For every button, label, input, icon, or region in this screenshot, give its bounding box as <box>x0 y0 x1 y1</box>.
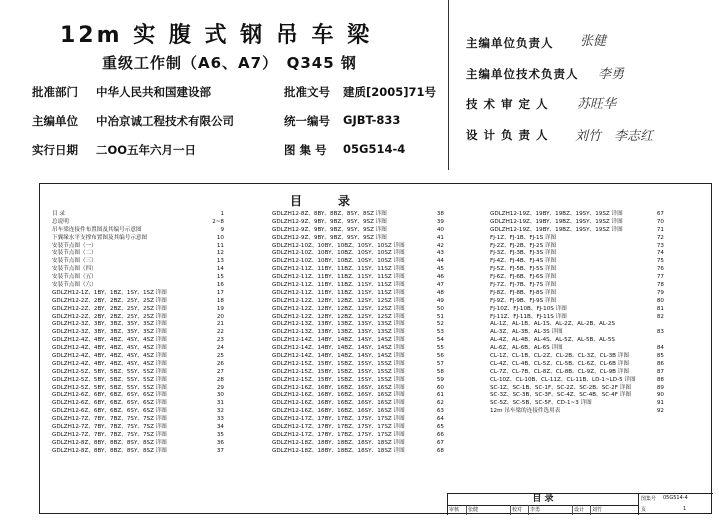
toc-entry-title: GDLZH12-6Z、6BY、6BZ、6SY、6SZ 详图 <box>52 400 167 407</box>
toc-entry <box>490 369 664 377</box>
toc-entry-title: CL-4Z、CL-4B、CL-5Z、CL-5B、CL-6Z、CL-6B 详图 <box>490 360 629 367</box>
toc-entry-page: 11 <box>216 242 224 249</box>
toc-entry <box>272 227 444 235</box>
toc-entry-page: 86 <box>656 360 664 367</box>
toc-entry <box>490 266 664 274</box>
toc-entry-title: GDLZH12-8Z、8BY、8BZ、8SY、8SZ 详图 <box>52 439 167 446</box>
toc-entry-page: 32 <box>216 408 224 415</box>
toc-entry-page: 10 <box>216 234 224 241</box>
toc-entry-page: 28 <box>216 376 224 383</box>
toc-entry <box>272 369 444 377</box>
toc-entry-page: 72 <box>656 234 664 241</box>
info-value-editor: 中冶京诚工程技术有限公司 <box>96 114 234 128</box>
toc-entry <box>272 274 444 282</box>
toc-entry-title: GDLZH12-14Z、14BY、14BZ、14SY、14SZ 详图 <box>272 337 405 344</box>
toc-entry-page: 55 <box>436 345 444 352</box>
toc-entry-page: 30 <box>216 392 224 399</box>
toc-entry-title: CL-1Z、CL-1B、CL-2Z、CL-2B、CL-3Z、CL-3B 详图 <box>490 353 629 360</box>
header-divider <box>448 0 449 170</box>
info-label-editor: 主编单位 <box>32 114 78 128</box>
tb-atlas-value: 05G514-4 <box>663 495 688 501</box>
toc-entry-title: AL-4Z、AL-4B、AL-4S、AL-5Z、AL-5B、AL-5S <box>490 337 615 344</box>
toc-entry <box>52 432 224 440</box>
tb-page-value: 1 <box>683 506 687 512</box>
toc-entry-title: GDLZH12-9Z、9BY、9BZ、9SY、9SZ 详图 <box>272 234 387 241</box>
toc-entry-page: 73 <box>656 242 664 249</box>
toc-entry-title: GDLZH12-8Z、8BY、8BZ、8SY、8SZ 详图 <box>52 447 167 454</box>
toc-entry-title: GDLZH12-12Z、12BY、12BZ、12SY、12SZ 详图 <box>272 313 405 320</box>
toc-entry-title: GDLZH12-7Z、7BY、7BZ、7SY、7SZ 详图 <box>52 424 167 431</box>
toc-entry <box>272 337 444 345</box>
toc-entry-title: GDLZH12-12Z、12BY、12BZ、12SY、12SZ 详图 <box>272 305 405 312</box>
toc-entry <box>272 361 444 369</box>
toc-entry-title: FJ-2Z、FJ-2B、FJ-2S 详图 <box>490 242 557 249</box>
toc-entry <box>52 361 224 369</box>
toc-entry-title: SC-5Z、SC-5B、SC-5F、CD-1~3 详图 <box>490 400 592 407</box>
toc-entry <box>490 408 664 416</box>
toc-entry-page: 1 <box>220 211 224 217</box>
toc-entry-title: AL-6Z、AL-6B、AL-6S 详图 <box>490 345 563 352</box>
toc-entry-title: GDLZH12-11Z、11BY、11BZ、11SY、11SZ 详图 <box>272 289 405 296</box>
toc-entry-title: GDLZH12-15Z、15BY、15BZ、15SY、15SZ 详图 <box>272 368 405 375</box>
toc-entry <box>272 282 444 290</box>
toc-entry-page: 43 <box>436 250 444 257</box>
toc-entry-page: 91 <box>656 400 664 407</box>
toc-entry-page: 18 <box>216 297 224 304</box>
toc-entry-page: 81 <box>656 305 664 312</box>
toc-entry-title: 安装节点图（一） <box>52 242 97 249</box>
toc-entry-page: 34 <box>216 424 224 431</box>
info-label-approval-dept: 批准部门 <box>32 85 78 99</box>
toc-entry-page: 19 <box>216 305 224 312</box>
toc-entry <box>272 408 444 416</box>
toc-entry-page: 88 <box>656 376 664 383</box>
tb-cell-design-name: 刘竹 <box>590 505 638 515</box>
toc-entry-title: GDLZH12-13Z、13BY、13BZ、13SY、13SZ 详图 <box>272 321 405 328</box>
toc-entry-page: 67 <box>436 439 444 446</box>
info-label-approval-no: 批准文号 <box>284 85 330 99</box>
toc-entry-title: AL-3Z、AL-3B、AL-3S 详图 <box>490 329 563 336</box>
toc-entry-page: 56 <box>436 353 444 360</box>
toc-entry-page: 49 <box>436 297 444 304</box>
toc-entry <box>272 306 444 314</box>
toc-entry-title: 安装节点图（四） <box>52 266 97 273</box>
toc-entry-page: 84 <box>656 345 664 352</box>
toc-entry-title: FJ-10Z、FJ-10B、FJ-10S 详图 <box>490 305 567 312</box>
toc-entry <box>272 345 444 353</box>
toc-entry-page: 77 <box>656 274 664 281</box>
toc-entry <box>52 337 224 345</box>
toc-entry <box>272 298 444 306</box>
toc-entry <box>490 353 664 361</box>
toc-entry-title: GDLZH12-10Z、10BY、10BZ、10SY、10SZ 详图 <box>272 242 405 249</box>
toc-entry <box>490 345 664 353</box>
toc-entry-title: GDLZH12-9Z、9BY、9BZ、9SY、9SZ 详图 <box>272 218 387 225</box>
toc-entry <box>52 211 224 219</box>
toc-entry-title: 目 录 <box>52 211 65 217</box>
toc-entry <box>52 266 224 274</box>
toc-entry-title: FJ-9Z、FJ-9B、FJ-9S 详图 <box>490 297 557 304</box>
toc-entry-title: FJ-6Z、FJ-6B、FJ-6S 详图 <box>490 274 557 281</box>
toc-entry-title: GDLZH12-16Z、16BY、16BZ、16SY、16SZ 详图 <box>272 384 405 391</box>
toc-entry-page: 40 <box>436 226 444 233</box>
toc-entry-page: 87 <box>656 368 664 375</box>
toc-entry <box>490 361 664 369</box>
toc-entry-page: 50 <box>436 305 444 312</box>
toc-entry <box>52 440 224 448</box>
info-label-date: 实行日期 <box>32 143 78 157</box>
page-title: 12m 实 腹 式 钢 吊 车 梁 <box>60 23 373 48</box>
toc-entry <box>272 432 444 440</box>
toc-entry-title: 总说明 <box>52 218 69 225</box>
resp-label-chief: 主编单位负责人 <box>466 36 554 50</box>
toc-entry <box>52 235 224 243</box>
info-value-approval-no: 建质[2005]71号 <box>343 85 437 99</box>
signature-tech-chief: 李勇 <box>598 67 625 82</box>
toc-entry <box>490 306 664 314</box>
toc-entry-title: GDLZH12-6Z、6BY、6BZ、6SY、6SZ 详图 <box>52 392 167 399</box>
toc-entry <box>52 290 224 298</box>
toc-entry-title: GDLZH12-19Z、19BY、19BZ、19SY、19SZ 详图 <box>490 218 623 225</box>
toc-entry-page: 26 <box>216 360 224 367</box>
toc-column-3 <box>490 211 664 416</box>
toc-entry-page: 42 <box>436 242 444 249</box>
toc-entry-page: 89 <box>656 384 664 391</box>
toc-entry-page: 48 <box>436 289 444 296</box>
toc-entry-page: 15 <box>216 274 224 281</box>
toc-entry-page: 63 <box>436 408 444 415</box>
toc-entry-title: GDLZH12-4Z、4BY、4BZ、4SY、4SZ 详图 <box>52 337 167 344</box>
tb-cell-review-label: 审核 <box>449 507 460 513</box>
toc-entry <box>52 448 224 456</box>
toc-entry <box>52 424 224 432</box>
toc-entry <box>52 345 224 353</box>
info-label-atlas-no: 图 集 号 <box>284 143 327 157</box>
toc-title: 目 录 <box>290 194 355 208</box>
toc-entry-page: 44 <box>436 258 444 265</box>
toc-entry-title: 安装节点图（五） <box>52 274 97 281</box>
toc-entry-title: GDLZH12-11Z、11BY、11BZ、11SY、11SZ 详图 <box>272 266 405 273</box>
toc-entry-page: 83 <box>656 329 664 336</box>
toc-entry-page: 24 <box>216 345 224 352</box>
toc-entry-page: 47 <box>436 282 444 289</box>
toc-entry-title: CL-7Z、CL-7B、CL-8Z、CL-8B、CL-9Z、CL-9B 详图 <box>490 368 629 375</box>
tb-cell-design-label: 设计 <box>572 505 590 515</box>
toc-entry-page: 75 <box>656 258 664 265</box>
toc-entry <box>52 219 224 227</box>
info-value-atlas-no: 05G514-4 <box>343 142 406 156</box>
toc-entry <box>272 440 444 448</box>
toc-entry-title: GDLZH12-16Z、16BY、16BZ、16SY、16SZ 详图 <box>272 392 405 399</box>
toc-entry-title: 吊车梁连接件布置图及其编号示意图 <box>52 226 142 233</box>
toc-entry-title: GDLZH12-14Z、14BY、14BZ、14SY、14SZ 详图 <box>272 345 405 352</box>
toc-entry <box>52 298 224 306</box>
toc-entry-title: GDLZH12-11Z、11BY、11BZ、11SY、11SZ 详图 <box>272 274 405 281</box>
toc-entry <box>52 353 224 361</box>
toc-entry <box>52 306 224 314</box>
toc-column-2 <box>272 211 444 456</box>
toc-entry-title: FJ-7Z、FJ-7B、FJ-7S 详图 <box>490 282 557 289</box>
toc-entry <box>490 282 664 290</box>
toc-entry-page: 31 <box>216 400 224 407</box>
tb-cell-check-label: 校对 <box>510 505 528 515</box>
toc-entry-page: 85 <box>656 353 664 360</box>
toc-entry-page: 27 <box>216 368 224 375</box>
title-block-right <box>638 494 714 515</box>
toc-entry-page: 9 <box>220 226 224 233</box>
toc-entry-title: GDLZH12-8Z、8BY、8BZ、8SY、8SZ 详图 <box>272 211 387 217</box>
toc-entry-title: FJ-3Z、FJ-3B、FJ-3S 详图 <box>490 250 557 257</box>
toc-entry-page: 35 <box>216 431 224 438</box>
toc-entry-page: 66 <box>436 431 444 438</box>
toc-entry <box>272 219 444 227</box>
toc-entry-page: 52 <box>436 321 444 328</box>
toc-entry-page: 29 <box>216 384 224 391</box>
toc-entry <box>272 290 444 298</box>
toc-entry-page: 38 <box>436 211 444 217</box>
toc-entry-title: FJ-8Z、FJ-8B、FJ-8S 详图 <box>490 289 557 296</box>
toc-entry <box>272 448 444 456</box>
toc-entry-title: GDLZH12-4Z、4BY、4BZ、4SY、4SZ 详图 <box>52 353 167 360</box>
info-value-unified-no: GJBT-833 <box>343 113 401 127</box>
toc-entry <box>272 211 444 219</box>
toc-entry-page: 21 <box>216 321 224 328</box>
toc-entry-title: GDLZH12-17Z、17BY、17BZ、17SY、17SZ 详图 <box>272 416 405 423</box>
toc-entry-page: 57 <box>436 360 444 367</box>
toc-entry-title: SC-1Z、SC-1B、SC-1F、SC-2Z、SC-2B、SC-2F 详图 <box>490 384 631 391</box>
signature-chief: 张健 <box>580 34 607 49</box>
toc-entry-title: FJ-4Z、FJ-4B、FJ-4S 详图 <box>490 258 557 265</box>
toc-entry-page: 90 <box>656 392 664 399</box>
toc-column-1 <box>52 211 224 456</box>
toc-entry <box>490 337 664 345</box>
signature-designer: 刘竹 李志红 <box>575 129 654 144</box>
toc-entry-page: 80 <box>656 297 664 304</box>
info-value-approval-dept: 中华人民共和国建设部 <box>96 85 211 99</box>
resp-label-designer: 设 计 负 责 人 <box>466 128 549 142</box>
toc-entry-title: GDLZH12-10Z、10BY、10BZ、10SY、10SZ 详图 <box>272 258 405 265</box>
toc-entry-page: 33 <box>216 416 224 423</box>
toc-entry-page: 39 <box>436 218 444 225</box>
toc-entry <box>490 211 664 219</box>
toc-entry-page: 23 <box>216 337 224 344</box>
toc-entry-page: 22 <box>216 329 224 336</box>
toc-entry-title: GDLZH12-16Z、16BY、16BZ、16SY、16SZ 详图 <box>272 400 405 407</box>
toc-entry-page: 78 <box>656 282 664 289</box>
toc-entry-title: GDLZH12-15Z、15BY、15BZ、15SY、15SZ 详图 <box>272 376 405 383</box>
toc-entry-page: 41 <box>436 234 444 241</box>
info-label-unified-no: 统一编号 <box>284 114 330 128</box>
toc-entry-page: 45 <box>436 266 444 273</box>
toc-entry-title: GDLZH12-3Z、3BY、3BZ、3SY、3SZ 详图 <box>52 321 167 328</box>
toc-entry-title: GDLZH12-17Z、17BY、17BZ、17SY、17SZ 详图 <box>272 431 405 438</box>
toc-entry-title: GDLZH12-4Z、4BY、4BZ、4SY、4SZ 详图 <box>52 360 167 367</box>
toc-entry-title: GDLZH12-4Z、4BY、4BZ、4SY、4SZ 详图 <box>52 345 167 352</box>
toc-entry <box>272 377 444 385</box>
toc-entry-page: 54 <box>436 337 444 344</box>
toc-entry-page: 12 <box>216 250 224 257</box>
toc-entry <box>52 274 224 282</box>
toc-entry-title: GDLZH12-10Z、10BY、10BZ、10SY、10SZ 详图 <box>272 250 405 257</box>
toc-entry-title: SC-3Z、SC-3B、SC-3F、SC-4Z、SC-4B、SC-4F 详图 <box>490 392 631 399</box>
toc-entry <box>490 298 664 306</box>
toc-entry-page: 13 <box>216 258 224 265</box>
toc-entry <box>272 353 444 361</box>
toc-entry-page: 16 <box>216 282 224 289</box>
toc-entry <box>490 314 664 322</box>
toc-entry-title: GDLZH12-7Z、7BY、7BZ、7SY、7SZ 详图 <box>52 431 167 438</box>
toc-entry-page: 14 <box>216 266 224 273</box>
toc-entry-page: 67 <box>656 211 664 217</box>
toc-entry-title: GDLZH12-5Z、5BY、5BZ、5SY、5SZ 详图 <box>52 384 167 391</box>
toc-entry-page: 20 <box>216 313 224 320</box>
toc-entry-page: 61 <box>436 392 444 399</box>
toc-entry-title: GDLZH12-15Z、15BY、15BZ、15SY、15SZ 详图 <box>272 360 405 367</box>
toc-entry <box>490 219 664 227</box>
toc-entry-title: GDLZH12-5Z、5BY、5BZ、5SY、5SZ 详图 <box>52 376 167 383</box>
toc-entry <box>272 416 444 424</box>
toc-entry-page: 2~8 <box>212 218 224 225</box>
toc-entry-title: GDLZH12-17Z、17BY、17BZ、17SY、17SZ 详图 <box>272 424 405 431</box>
toc-entry-title: GDLZH12-14Z、14BY、14BZ、14SY、14SZ 详图 <box>272 353 405 360</box>
toc-entry <box>52 282 224 290</box>
toc-entry-title: GDLZH12-19Z、19BY、19BZ、19SY、19SZ 详图 <box>490 211 623 217</box>
toc-entry <box>52 377 224 385</box>
toc-entry-title: 安装节点图（二） <box>52 250 97 257</box>
toc-entry-page: 46 <box>436 274 444 281</box>
toc-entry <box>272 266 444 274</box>
title-block <box>447 493 713 515</box>
toc-entry <box>490 235 664 243</box>
signature-reviewer: 苏旺华 <box>577 97 617 112</box>
toc-entry-page: 58 <box>436 368 444 375</box>
toc-entry-page: 64 <box>436 416 444 423</box>
toc-entry-title: GDLZH12-18Z、18BY、18BZ、18SY、18SZ 详图 <box>272 447 405 454</box>
tb-page-label: 页 <box>641 507 647 513</box>
tb-atlas-label: 图集号 <box>641 496 657 502</box>
toc-entry-title: GDLZH12-12Z、12BY、12BZ、12SY、12SZ 详图 <box>272 297 405 304</box>
toc-entry-title: GDLZH12-18Z、18BY、18BZ、18SY、18SZ 详图 <box>272 439 405 446</box>
toc-entry <box>272 235 444 243</box>
toc-entry-title: CL-10Z、CL-10B、CL-11Z、CL-11B、LD-1~LD-5 详图 <box>490 376 636 383</box>
toc-entry-title: 安装节点图（三） <box>52 258 97 265</box>
toc-entry-page: 36 <box>216 439 224 446</box>
resp-label-tech-chief: 主编单位技术负责人 <box>466 67 579 81</box>
toc-entry-page: 65 <box>436 424 444 431</box>
toc-entry-page: 79 <box>656 289 664 296</box>
toc-entry <box>52 227 224 235</box>
toc-entry-title: GDLZH12-7Z、7BY、7BZ、7SY、7SZ 详图 <box>52 416 167 423</box>
toc-entry-title: GDLZH12-11Z、11BY、11BZ、11SY、11SZ 详图 <box>272 282 405 289</box>
page-subtitle: 重级工作制（A6、A7） Q345 钢 <box>102 54 357 72</box>
toc-entry-title: GDLZH12-3Z、3BY、3BZ、3SY、3SZ 详图 <box>52 329 167 336</box>
toc-entry-page: 82 <box>656 313 664 320</box>
toc-entry-page: 59 <box>436 376 444 383</box>
toc-entry-title: AL-1Z、AL-1B、AL-1S、AL-2Z、AL-2B、AL-2S <box>490 321 615 328</box>
toc-entry-title: GDLZH12-1Z、1BY、1BZ、1SY、1SZ 详图 <box>52 289 167 296</box>
toc-entry-title: GDLZH12-13Z、13BY、13BZ、13SY、13SZ 详图 <box>272 329 405 336</box>
toc-entry <box>52 416 224 424</box>
toc-entry-title: GDLZH12-9Z、9BY、9BZ、9SY、9SZ 详图 <box>272 226 387 233</box>
toc-entry-title: GDLZH12-6Z、6BY、6BZ、6SY、6SZ 详图 <box>52 408 167 415</box>
toc-entry <box>490 274 664 282</box>
toc-entry-title: FJ-5Z、FJ-5B、FJ-5S 详图 <box>490 266 557 273</box>
toc-entry-page: 17 <box>216 289 224 296</box>
toc-entry <box>490 227 664 235</box>
toc-entry-page: 68 <box>436 447 444 454</box>
toc-entry-title: 12m 吊车梁的连接件选用表 <box>490 408 561 415</box>
toc-entry-page: 60 <box>436 384 444 391</box>
toc-entry-page: 62 <box>436 400 444 407</box>
toc-entry <box>490 290 664 298</box>
toc-entry-page: 37 <box>216 447 224 454</box>
toc-entry-page: 76 <box>656 266 664 273</box>
toc-entry-title: FJ-11Z、FJ-11B、FJ-11S 详图 <box>490 313 567 320</box>
toc-entry-title: GDLZH12-19Z、19BY、19BZ、19SY、19SZ 详图 <box>490 226 623 233</box>
toc-entry-title: 安装节点图（六） <box>52 282 97 289</box>
toc-entry-title: GDLZH12-2Z、2BY、2BZ、2SY、2SZ 详图 <box>52 313 167 320</box>
toc-entry-page: 53 <box>436 329 444 336</box>
toc-entry-page: 25 <box>216 353 224 360</box>
toc-entry-title: GDLZH12-5Z、5BY、5BZ、5SY、5SZ 详图 <box>52 368 167 375</box>
toc-entry <box>490 329 664 337</box>
toc-entry-page: 70 <box>656 218 664 225</box>
toc-entry-title: GDLZH12-2Z、2BY、2BZ、2SY、2SZ 详图 <box>52 305 167 312</box>
toc-entry-title: GDLZH12-16Z、16BY、16BZ、16SY、16SZ 详图 <box>272 408 405 415</box>
resp-label-reviewer: 技 术 审 定 人 <box>466 97 549 111</box>
toc-entry-page: 92 <box>656 408 664 415</box>
toc-entry <box>52 369 224 377</box>
toc-entry-page: 74 <box>656 250 664 257</box>
toc-entry <box>490 377 664 385</box>
toc-entry-title: FJ-1Z、FJ-1B、FJ-1S 详图 <box>490 234 557 241</box>
toc-entry <box>52 408 224 416</box>
toc-entry-title: 下翼缘水平支撑布置图及其编号示意图 <box>52 234 148 241</box>
info-value-date: 二OO五年六月一日 <box>96 143 197 157</box>
title-block-title: 目 录 <box>448 494 638 506</box>
toc-entry <box>272 424 444 432</box>
tb-cell-check-name: 李勇 <box>528 505 572 515</box>
tb-cell-review-name: 张健 <box>466 505 510 515</box>
toc-entry-page: 51 <box>436 313 444 320</box>
toc-entry-page: 71 <box>656 226 664 233</box>
toc-entry-title: GDLZH12-2Z、2BY、2BZ、2SY、2SZ 详图 <box>52 297 167 304</box>
